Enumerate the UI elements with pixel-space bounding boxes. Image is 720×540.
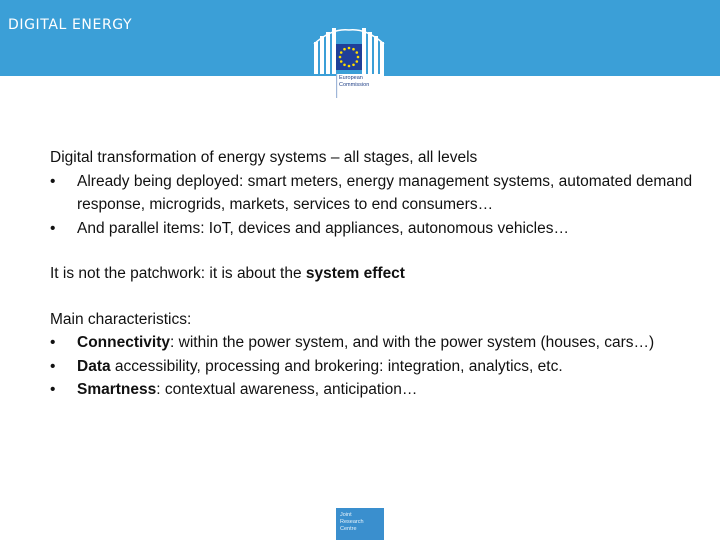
list-item: • Already being deployed: smart meters, energy management systems, automated demand response, microgrids, markets, services to end consumers… (50, 170, 700, 217)
bullet-icon: • (50, 334, 56, 351)
page-title: DIGITAL ENERGY (8, 17, 133, 33)
slide-body (50, 146, 700, 402)
bullet-icon: • (50, 172, 56, 190)
list-item: • Smartness: contextual awareness, anticipation… (50, 378, 700, 402)
ec-logo-text: European Commission (339, 75, 370, 88)
jrc-logo: Joint Research Centre (336, 508, 384, 540)
list-item: • And parallel items: IoT, devices and appliances, autonomous vehicles… (50, 217, 700, 241)
intro-text: Digital transformation of energy systems – all stages, all levels (50, 149, 478, 166)
bullet-icon: • (50, 381, 56, 398)
system-effect-statement: It is not the patchwork: it is about the system effect (50, 265, 405, 282)
bullet-icon: • (50, 357, 56, 375)
list-item: • Connectivity: within the power system, and with the power system (houses, cars…) (50, 331, 700, 355)
list-item: • Data accessibility, processing and brokering: integration, analytics, etc. (50, 355, 700, 379)
bullet-icon: • (50, 219, 56, 237)
characteristics-heading: Main characteristics: (50, 310, 192, 328)
